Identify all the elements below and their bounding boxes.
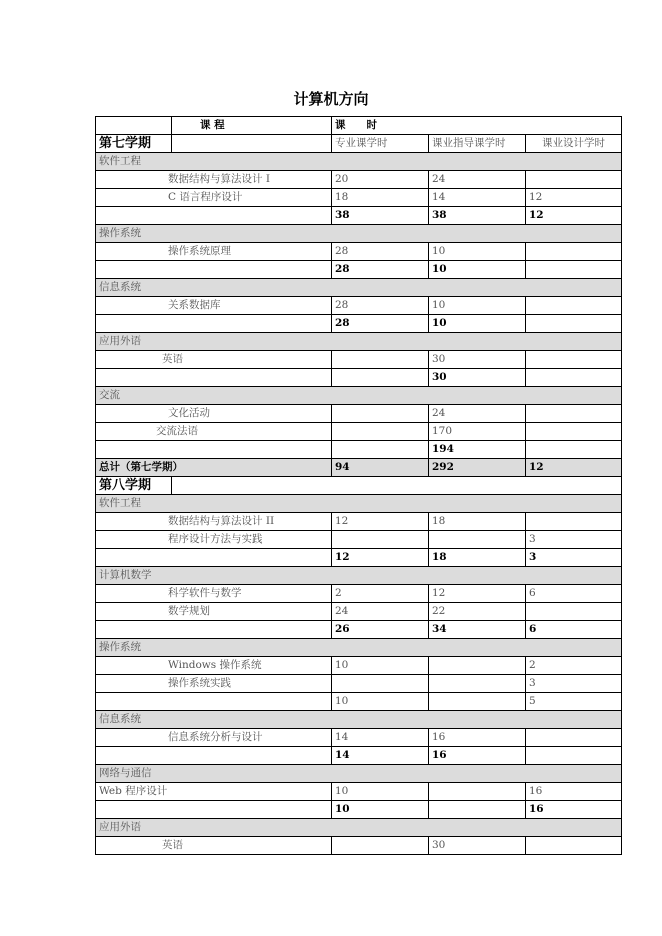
table-row: [96, 729, 622, 747]
subtotal-lecture: 14: [332, 747, 429, 765]
tutorial-hours: 24: [429, 405, 526, 423]
lecture-hours: 18: [332, 189, 429, 207]
subtotal-lecture: 28: [332, 315, 429, 333]
tutorial-hours: [429, 657, 526, 675]
design-hours: [526, 513, 622, 531]
course-name: 科学软件与数学: [96, 585, 332, 603]
course-name: 数据结构与算法设计 II: [96, 513, 332, 531]
design-hours: 3: [526, 531, 622, 549]
design-hours: [526, 297, 622, 315]
course-name: 操作系统原理: [96, 243, 332, 261]
subtotal-design: [526, 441, 622, 459]
tutorial-hours: [429, 783, 526, 801]
tutorial-hours: 18: [429, 513, 526, 531]
category-row: [96, 153, 622, 171]
lecture-hours: [332, 675, 429, 693]
blank-cell: [172, 135, 332, 153]
subtotal-row: [96, 207, 622, 225]
table-row: [96, 423, 622, 441]
lecture-hours: 2: [332, 585, 429, 603]
design-hours: 12: [526, 189, 622, 207]
subtotal-tutorial: 34: [429, 621, 526, 639]
subtotal-row: [96, 693, 622, 711]
subtotal-row: [96, 549, 622, 567]
subtotal-design: [526, 261, 622, 279]
blank-cell: [96, 207, 332, 225]
table-row: [96, 783, 622, 801]
table-row: [96, 531, 622, 549]
subtotal-lecture: 10: [332, 693, 429, 711]
tutorial-hours: 170: [429, 423, 526, 441]
subtotal-row: [96, 621, 622, 639]
subtotal-tutorial: 30: [429, 369, 526, 387]
lecture-hours: 20: [332, 171, 429, 189]
tutorial-hours: 10: [429, 243, 526, 261]
total-label: 总计（第七学期）: [96, 459, 332, 477]
category-label: 软件工程: [96, 495, 622, 513]
col-design-header: 课业设计学时: [526, 135, 622, 153]
subtotal-design: 16: [526, 801, 622, 819]
category-label: 操作系统: [96, 639, 622, 657]
category-row: [96, 279, 622, 297]
curriculum-table: [95, 116, 622, 855]
design-hours: [526, 423, 622, 441]
lecture-hours: 28: [332, 243, 429, 261]
design-hours: [526, 171, 622, 189]
total-design: 12: [526, 459, 622, 477]
table-row: [96, 513, 622, 531]
table-row: [96, 657, 622, 675]
design-hours: [526, 729, 622, 747]
table-row: [96, 171, 622, 189]
course-name: 数学规划: [96, 603, 332, 621]
course-name: 英语: [96, 351, 332, 369]
tutorial-hours: [429, 675, 526, 693]
lecture-hours: [332, 351, 429, 369]
category-row: [96, 819, 622, 837]
design-hours: [526, 405, 622, 423]
col-lecture-header: 专业课学时: [332, 135, 429, 153]
design-hours: [526, 351, 622, 369]
subtotal-design: 3: [526, 549, 622, 567]
course-name: 交流法语: [96, 423, 332, 441]
category-label: 软件工程: [96, 153, 622, 171]
header-hours: 课 时: [332, 117, 622, 135]
blank-cell: [96, 621, 332, 639]
semester7-label: 第七学期: [96, 135, 172, 153]
category-row: [96, 495, 622, 513]
course-name: 程序设计方法与实践: [96, 531, 332, 549]
category-label: 应用外语: [96, 819, 622, 837]
category-label: 交流: [96, 387, 622, 405]
subtotal-row: [96, 441, 622, 459]
subtotal-design: [526, 369, 622, 387]
blank-cell: [96, 261, 332, 279]
table-row: [96, 351, 622, 369]
subtotal-design: [526, 315, 622, 333]
blank-cell: [96, 441, 332, 459]
header-blank: [96, 117, 172, 135]
subtotal-design: 6: [526, 621, 622, 639]
design-hours: 6: [526, 585, 622, 603]
subtotal-tutorial: 38: [429, 207, 526, 225]
course-name: Windows 操作系统: [96, 657, 332, 675]
category-label: 计算机数学: [96, 567, 622, 585]
lecture-hours: [332, 405, 429, 423]
subtotal-lecture: 10: [332, 801, 429, 819]
design-hours: 2: [526, 657, 622, 675]
blank-cell: [96, 549, 332, 567]
blank-cell: [96, 747, 332, 765]
subtotal-design: 5: [526, 693, 622, 711]
category-row: [96, 711, 622, 729]
tutorial-hours: 12: [429, 585, 526, 603]
blank-cell: [96, 801, 332, 819]
table-row: [96, 585, 622, 603]
course-name: Web 程序设计: [96, 783, 332, 801]
category-row: [96, 567, 622, 585]
category-label: 信息系统: [96, 279, 622, 297]
category-row: [96, 333, 622, 351]
table-row: [96, 837, 622, 855]
blank-cell: [96, 369, 332, 387]
subtotal-row: [96, 747, 622, 765]
total-lecture: 94: [332, 459, 429, 477]
category-label: 操作系统: [96, 225, 622, 243]
subtotal-tutorial: 10: [429, 315, 526, 333]
tutorial-hours: 24: [429, 171, 526, 189]
subtotal-tutorial: 18: [429, 549, 526, 567]
table-row: [96, 675, 622, 693]
blank-cell: [96, 693, 332, 711]
semester7-header-row: [96, 135, 622, 153]
lecture-hours: 28: [332, 297, 429, 315]
table-row: [96, 603, 622, 621]
total-tutorial: 292: [429, 459, 526, 477]
design-hours: [526, 837, 622, 855]
tutorial-hours: 16: [429, 729, 526, 747]
subtotal-tutorial: [429, 801, 526, 819]
course-name: 英语: [96, 837, 332, 855]
page-title: 计算机方向: [293, 90, 369, 108]
lecture-hours: 24: [332, 603, 429, 621]
subtotal-tutorial: 16: [429, 747, 526, 765]
semester8-header-row: [96, 477, 622, 495]
category-label: 应用外语: [96, 333, 622, 351]
category-row: [96, 225, 622, 243]
course-name: 信息系统分析与设计: [96, 729, 332, 747]
design-hours: [526, 243, 622, 261]
subtotal-row: [96, 315, 622, 333]
subtotal-lecture: 28: [332, 261, 429, 279]
blank-cell: [96, 315, 332, 333]
course-name: 文化活动: [96, 405, 332, 423]
semester7-total-row: [96, 459, 622, 477]
lecture-hours: [332, 531, 429, 549]
design-hours: 3: [526, 675, 622, 693]
tutorial-hours: 30: [429, 837, 526, 855]
lecture-hours: 10: [332, 783, 429, 801]
subtotal-row: [96, 801, 622, 819]
course-name: 操作系统实践: [96, 675, 332, 693]
lecture-hours: [332, 423, 429, 441]
design-hours: [526, 603, 622, 621]
tutorial-hours: [429, 531, 526, 549]
lecture-hours: 12: [332, 513, 429, 531]
col-tutorial-header: 课业指导课学时: [429, 135, 526, 153]
design-hours: 16: [526, 783, 622, 801]
blank-cell: [172, 477, 622, 495]
subtotal-lecture: 26: [332, 621, 429, 639]
tutorial-hours: 30: [429, 351, 526, 369]
subtotal-row: [96, 261, 622, 279]
lecture-hours: 10: [332, 657, 429, 675]
table-row: [96, 243, 622, 261]
course-name: 数据结构与算法设计 I: [96, 171, 332, 189]
table-row: [96, 405, 622, 423]
subtotal-lecture: 12: [332, 549, 429, 567]
course-name: 关系数据库: [96, 297, 332, 315]
subtotal-lecture: 38: [332, 207, 429, 225]
subtotal-design: 12: [526, 207, 622, 225]
category-row: [96, 765, 622, 783]
subtotal-lecture: [332, 441, 429, 459]
tutorial-hours: 22: [429, 603, 526, 621]
table-row: [96, 297, 622, 315]
subtotal-row: [96, 369, 622, 387]
lecture-hours: 14: [332, 729, 429, 747]
table-row: [96, 189, 622, 207]
course-name: C 语言程序设计: [96, 189, 332, 207]
category-label: 网络与通信: [96, 765, 622, 783]
category-row: [96, 639, 622, 657]
subtotal-tutorial: 194: [429, 441, 526, 459]
lecture-hours: [332, 837, 429, 855]
category-label: 信息系统: [96, 711, 622, 729]
tutorial-hours: 10: [429, 297, 526, 315]
subtotal-design: [526, 747, 622, 765]
tutorial-hours: 14: [429, 189, 526, 207]
subtotal-tutorial: [429, 693, 526, 711]
table-header-row: [96, 117, 622, 135]
category-row: [96, 387, 622, 405]
subtotal-tutorial: 10: [429, 261, 526, 279]
subtotal-lecture: [332, 369, 429, 387]
semester8-label: 第八学期: [96, 477, 172, 495]
header-course: 课 程: [172, 117, 332, 135]
